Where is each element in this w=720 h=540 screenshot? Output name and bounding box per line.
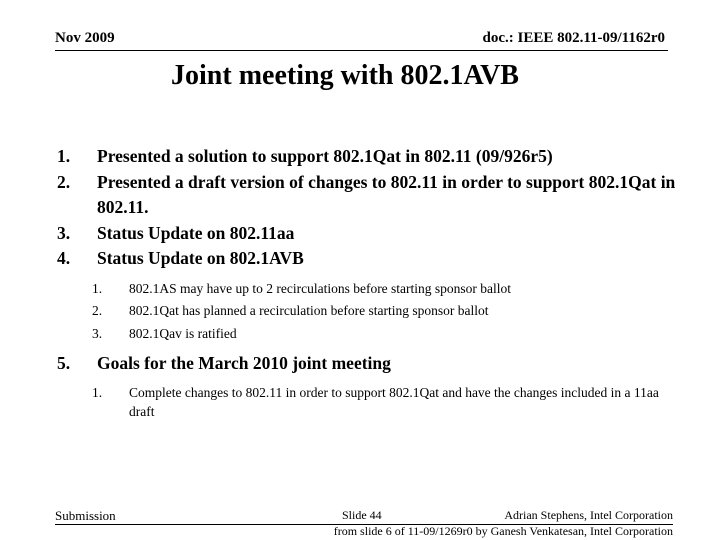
footer-submission: Submission: [55, 508, 116, 523]
sub-list: [92, 383, 677, 421]
footer-source: from slide 6 of 11-09/1269r0 by Ganesh Venkatesan, Intel Corporation: [333, 523, 673, 538]
sub-item-number: 1.: [92, 384, 103, 400]
sub-item-text: 802.1Qat has planned a recirculation before starting sponsor ballot: [129, 303, 489, 318]
footer-attribution: [334, 508, 673, 539]
header-doc-id: doc.: IEEE 802.11-09/1162r0: [482, 30, 665, 46]
header-date: Nov 2009: [55, 30, 115, 46]
sub-item-number: 3.: [92, 325, 103, 341]
item-number: 2.: [57, 171, 71, 192]
slide-title: Joint meeting with 802.1AVB: [171, 60, 519, 91]
item-text: Presented a draft version of changes to 802.11 in order to support 802.1Qat in 802.11.: [97, 171, 676, 217]
sub-item-text: 802.1Qav is ratified: [129, 325, 237, 341]
sub-item-text: Complete changes to 802.11 in order to support 802.1Qat and have the changes included in a 11aa draft: [129, 384, 659, 419]
list-item: [57, 170, 677, 221]
sub-item-number: 1.: [92, 280, 103, 296]
list-item: [57, 144, 677, 170]
sub-item-number: 2.: [92, 303, 103, 318]
sub-list-item: [92, 323, 677, 346]
item-text: Goals for the March 2010 joint meeting: [97, 353, 391, 373]
slide-number: Slide 44: [342, 508, 382, 522]
agenda-list: [57, 144, 677, 427]
list-item: [57, 351, 677, 421]
sub-list-item: [92, 300, 677, 323]
sub-list-item: [92, 278, 677, 301]
header-divider: [55, 50, 668, 51]
sub-list-item: [92, 383, 677, 421]
item-text: Status Update on 802.1AVB: [97, 248, 304, 268]
item-text: Presented a solution to support 802.1Qat in 802.11 (09/926r5): [97, 146, 553, 166]
item-number: 1.: [57, 146, 71, 166]
sub-item-text: 802.1AS may have up to 2 recirculations before starting sponsor ballot: [129, 280, 512, 296]
footer-author: Adrian Stephens, Intel Corporation: [504, 508, 673, 522]
sub-list: [92, 278, 677, 346]
list-item: [57, 246, 677, 345]
item-number: 5.: [57, 353, 71, 373]
item-text: Status Update on 802.11aa: [97, 222, 295, 243]
item-number: 3.: [57, 222, 71, 243]
item-number: 4.: [57, 248, 71, 268]
list-item: [57, 221, 677, 247]
